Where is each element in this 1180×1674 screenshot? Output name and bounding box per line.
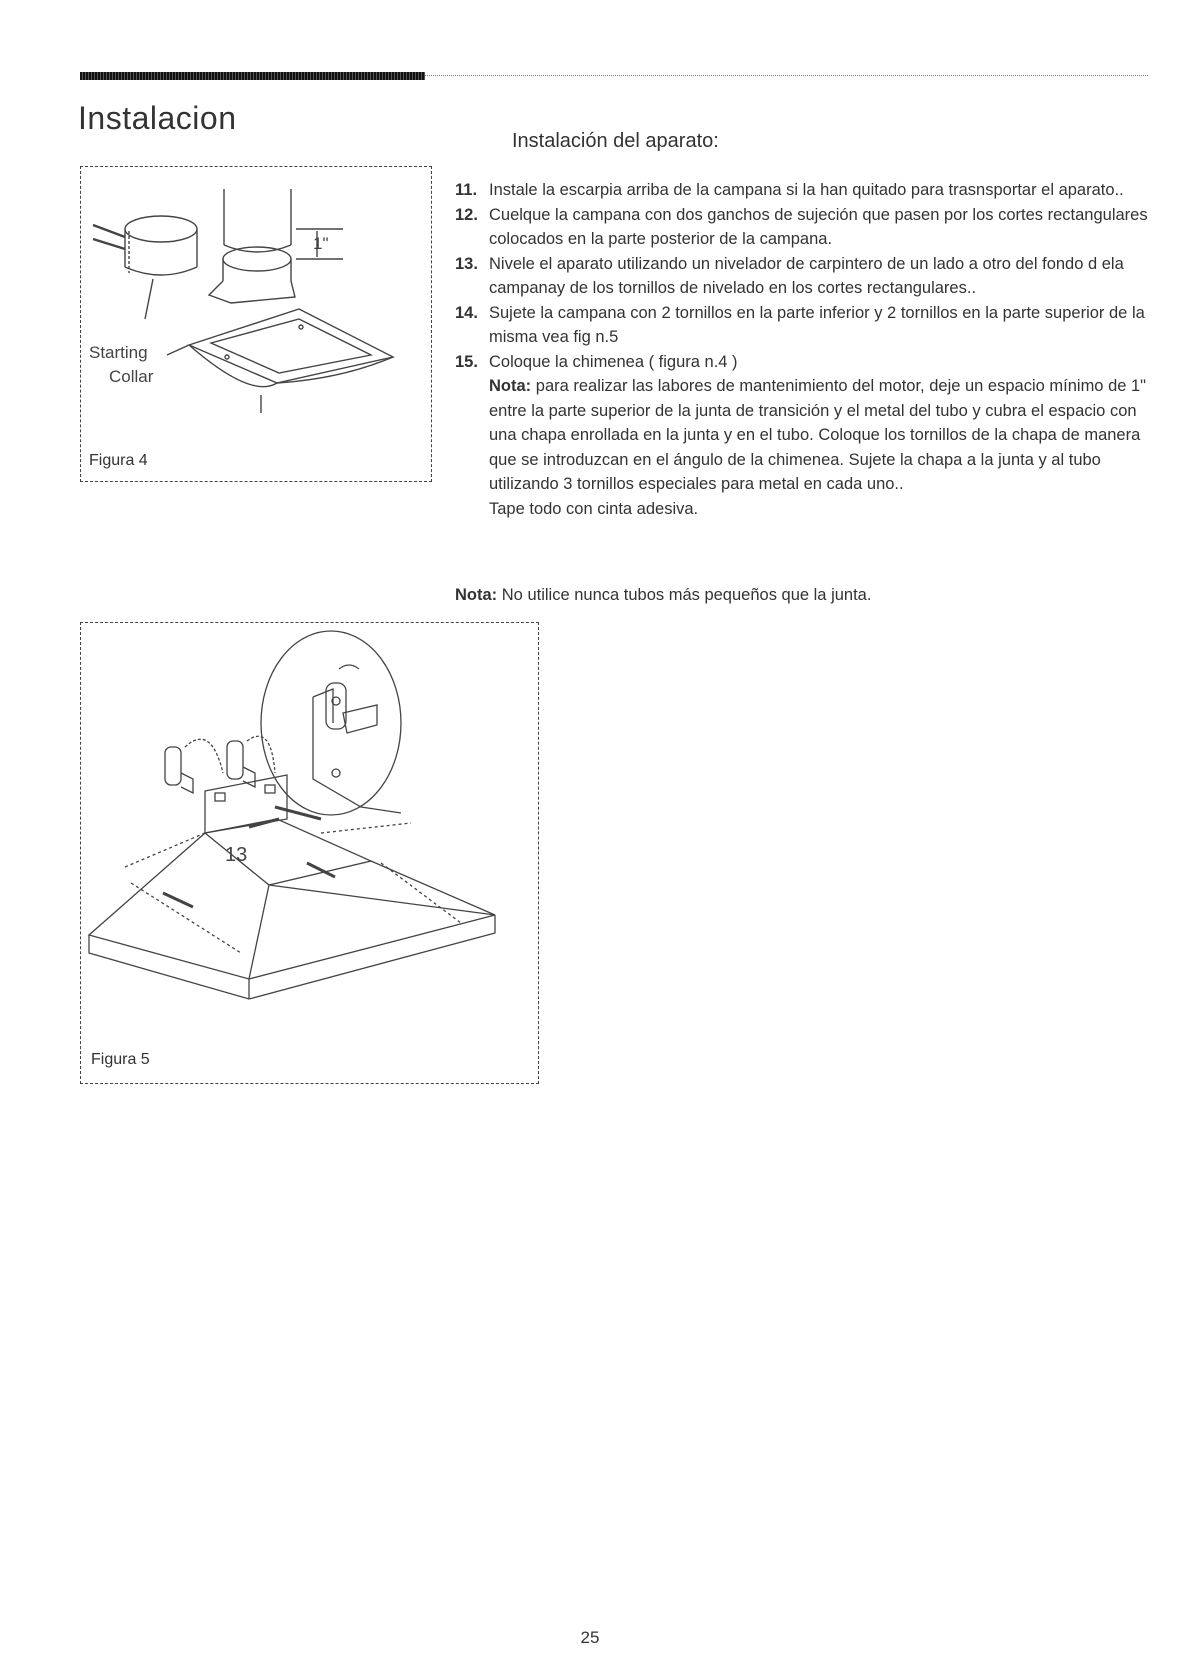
label-collar: Collar [109, 367, 154, 386]
label-starting: Starting [89, 343, 148, 362]
steps-list [455, 178, 1155, 521]
figure-4-drawing [81, 167, 431, 481]
step-item [455, 203, 1155, 252]
nota-bottom [455, 586, 871, 605]
nota-bottom-text: No utilice nunca tubos más pequeños que la junta. [501, 586, 872, 604]
figure-4 [80, 166, 432, 482]
step-item [455, 350, 1155, 375]
step-text: Sujete la campana con 2 tornillos en la parte inferior y 2 tornillos en la parte superior de la misma vea fig n.5 [489, 303, 1145, 346]
figure-5 [80, 622, 539, 1084]
step-text: Coloque la chimenea ( figura n.4 ) [489, 352, 738, 371]
top-rule-solid [80, 72, 425, 80]
step-text: Nivele el aparato utilizando un nivelador de carpintero de un lado a otro del fondo d ela campanay de los tornillos de nivelado en los cortes rectangulares.. [489, 254, 1124, 297]
dimension-label: 1" [313, 234, 329, 253]
top-rule [80, 72, 1148, 80]
figure-5-callout: 13 [225, 844, 248, 866]
tape-line [455, 497, 1155, 522]
step-text: Cuelque la campana con dos ganchos de sujeción que pasen por los cortes rectangulares colocados en la parte posterior de la campana. [489, 205, 1148, 248]
figure-4-caption: Figura 4 [89, 452, 148, 469]
nota-text: para realizar las labores de mantenimiento del motor, deje un espacio mínimo de 1" entre la parte superior de la junta de transición y el metal del tubo y cubra el espacio con una chapa enrollada en la junta y en el tubo. Coloque los tornillos de la chapa de manera que se introduzcan en el ángulo de la chimenea. Sujete la chapa a la junta y al tubo utilizando 3 tornillos especiales para metal en cada uno.. [489, 377, 1147, 493]
nota-label: Nota: [489, 377, 532, 395]
figure-5-drawing [81, 623, 538, 1083]
page-number: 25 [580, 1628, 600, 1647]
step-number: 14. [455, 303, 478, 322]
step-item [455, 252, 1155, 301]
step-number: 11. [455, 181, 478, 199]
nota-bottom-label: Nota: [455, 586, 498, 604]
top-rule-dotted [425, 75, 1148, 76]
step-number: 13. [455, 254, 478, 273]
step-item [455, 178, 1155, 203]
tape-text: Tape todo con cinta adesiva. [489, 499, 699, 518]
step-number: 15. [455, 352, 478, 371]
step-text: Instale la escarpia arriba de la campana si la han quitado para trasnsportar el aparato.. [489, 181, 1124, 199]
nota-paragraph [455, 374, 1155, 497]
step-number: 12. [455, 205, 478, 224]
section-title: Instalación del aparato: [512, 130, 719, 152]
figure-5-caption: Figura 5 [91, 1051, 150, 1068]
step-item [455, 301, 1155, 350]
page-title: Instalacion [78, 100, 237, 136]
